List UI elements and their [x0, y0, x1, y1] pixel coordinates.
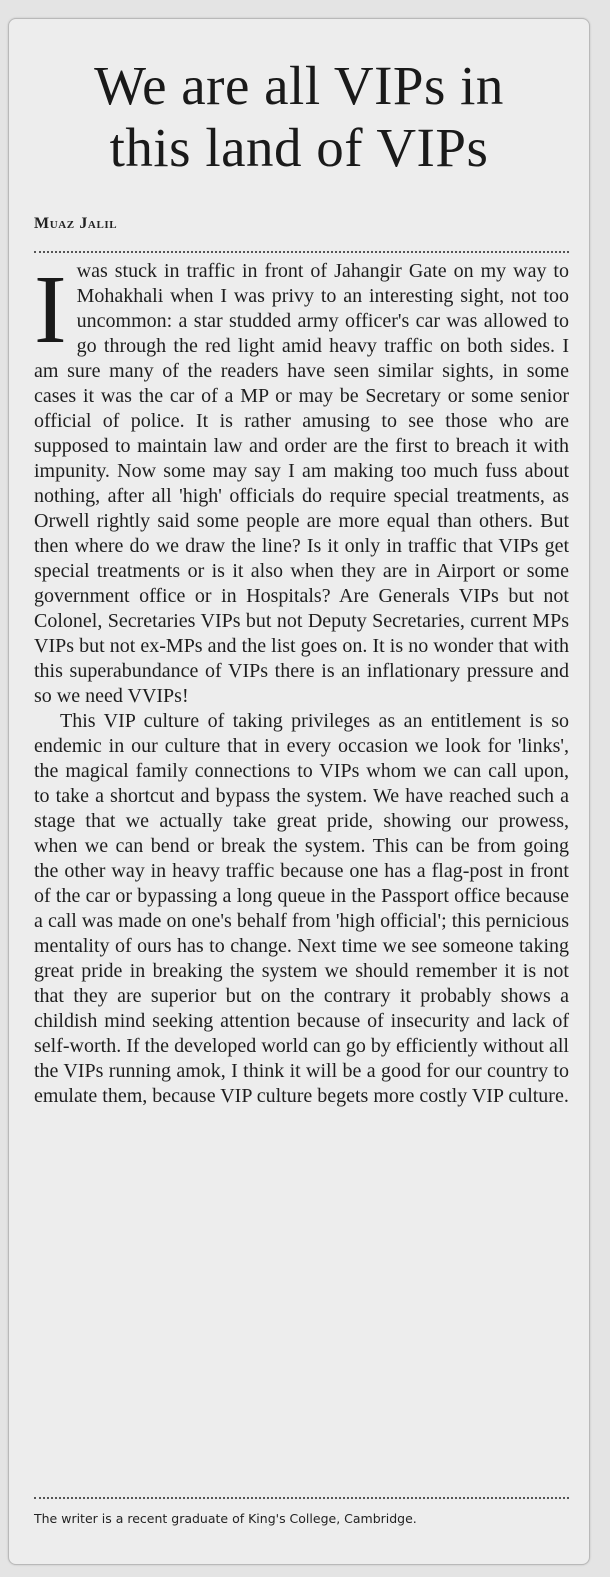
paragraph-1-text: was stuck in traffic in front of Jahangir Gate on my way to Mohakhali when I was privy to an interesting sight, not too uncommon: a star studded army officer's car was allowed to go through the red light amid heavy traffic on both sides. I am sure many of the readers have seen similar sights, in some cases it was the car of a MP or may be Secretary or some senior official of police. It is rather amusing to see those who are supposed to maintain law and order are the first to breach it with impunity. Now some may say I am making too much fuss about nothing, after all 'high' officials do require special treatments, as Orwell rightly said some people are more equal than others. But then where do we draw the line? Is it only in traffic that VIPs get special treatments or is it also when they are in Airport or some government office or in Hospitals? Are Generals VIPs but not Colonel, Secretaries VIPs but not Deputy Secretaries, current MPs VIPs but not ex-MPs and the list goes on. It is no wonder that with this superabundance of VIPs there is an inflationary pressure and so we need VVIPs! — [34, 260, 569, 707]
byline: Muaz Jalil — [34, 215, 118, 232]
headline-line-1: We are all VIPs in — [94, 55, 504, 116]
headline-line-2: this land of VIPs — [109, 117, 489, 178]
dotted-divider-bottom — [34, 1497, 569, 1499]
dotted-divider-top — [34, 251, 569, 253]
paragraph-1 — [34, 256, 569, 709]
paragraph-2: This VIP culture of taking privileges as an entitlement is so endemic in our culture that in every occasion we look for 'links', the magical family connections to VIPs whom we can call upon, to take a shortcut and bypass the system. We have reached such a stage that we actually take great pride, showing our prowess, when we can bend or break the system. This can be from going the other way in heavy traffic because one has a flag-post in front of the car or bypassing a long queue in the Passport office because a call was made on one's behalf from 'high official'; this pernicious mentality of ours has to change. Next time we see someone taking great pride in breaking the system we should remember it is not that they are superior but on the contrary it probably shows a childish mind seeking attention because of insecurity and lack of self-worth. If the developed world can go by efficiently without all the VIPs running amok, I think it will be a good for our country to emulate them, because VIP culture begets more costly VIP culture. — [34, 710, 569, 1107]
headline — [9, 55, 589, 179]
drop-cap: I — [34, 256, 67, 364]
author-footnote: The writer is a recent graduate of King's College, Cambridge. — [34, 1511, 417, 1526]
article-panel — [8, 18, 590, 1565]
article-body — [34, 256, 569, 1109]
